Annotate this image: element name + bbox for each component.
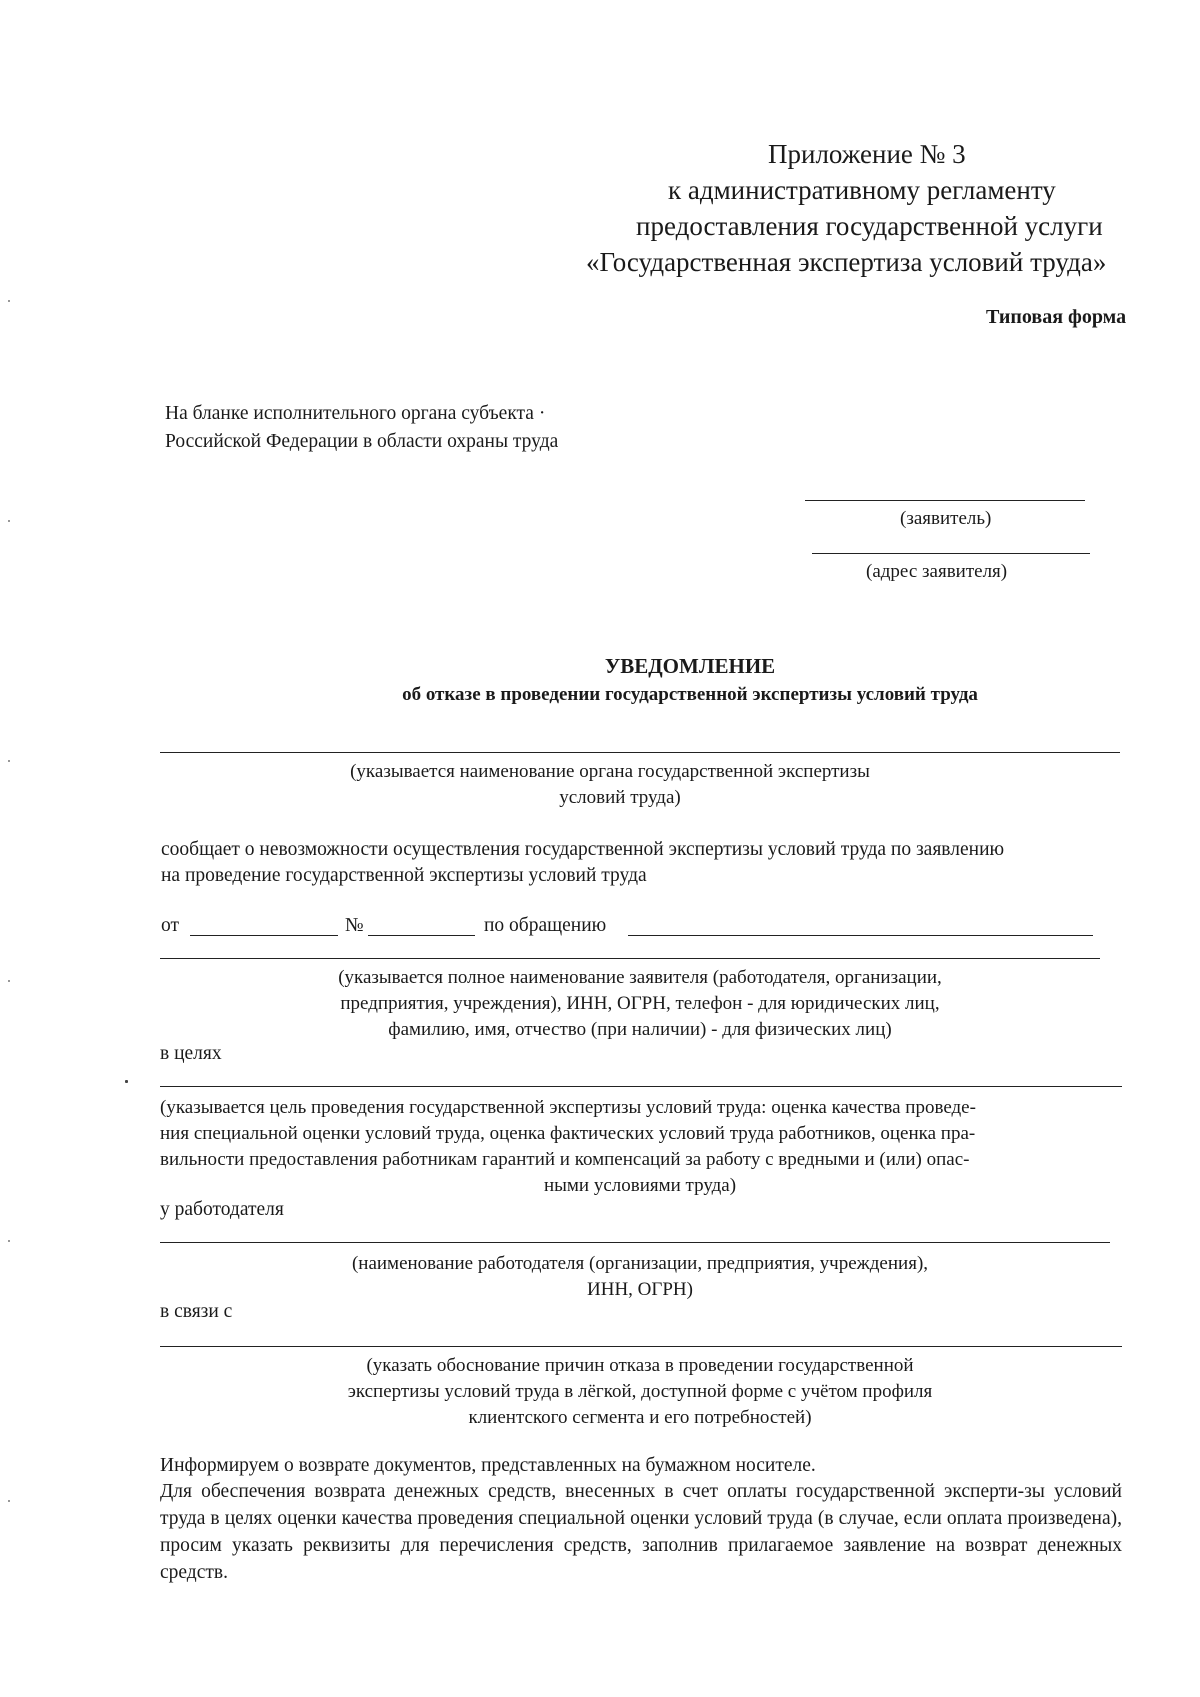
purpose-field-line bbox=[160, 1086, 1122, 1087]
organ-caption-line-1: (указывается наименование органа государственной экспертизы bbox=[350, 761, 870, 782]
reason-desc-line-3: клиентского сегмента и его потребностей) bbox=[468, 1407, 812, 1428]
from-label: от bbox=[161, 915, 180, 936]
appeal-label: по обращению bbox=[484, 915, 607, 936]
employer-desc-line-1: (наименование работодателя (организации, предприятия, учреждения), bbox=[351, 1253, 929, 1274]
number-label: № bbox=[345, 915, 364, 936]
address-field-line bbox=[812, 553, 1090, 554]
appeal-field-line bbox=[628, 935, 1093, 936]
applicant-caption: (заявитель) bbox=[900, 508, 992, 529]
organ-caption-line-2: условий труда) bbox=[559, 787, 681, 808]
appendix-line-regulation: к административному регламенту bbox=[668, 175, 1056, 205]
notice-subtitle: об отказе в проведении государственной экспертизы условий труда bbox=[402, 684, 978, 705]
appendix-line-service-name: «Государственная экспертиза условий труда» bbox=[586, 247, 1107, 277]
purpose-desc-line-3: вильности предоставления работникам гарантий и компенсаций за работу с вредными и (или) опас- bbox=[160, 1149, 970, 1170]
employer-desc-line-2: ИНН, ОГРН) bbox=[587, 1279, 693, 1300]
applicant-field-line bbox=[805, 500, 1085, 501]
closing-line-1: Информируем о возврате документов, представленных на бумажном носителе. bbox=[160, 1455, 816, 1476]
date-field-line bbox=[190, 935, 338, 936]
reason-desc-line-1: (указать обоснование причин отказа в проведении государственной bbox=[366, 1355, 914, 1376]
intro-line-1: сообщает о невозможности осуществления государственной экспертизы условий труда по заявлению bbox=[161, 839, 1005, 860]
organ-field-line bbox=[160, 752, 1120, 753]
number-field-line bbox=[368, 935, 475, 936]
employer-label: у работодателя bbox=[160, 1199, 284, 1220]
reason-field-line bbox=[160, 1346, 1122, 1347]
appendix-line-service: предоставления государственной услуги bbox=[636, 211, 1103, 241]
purpose-desc-line-1: (указывается цель проведения государственной экспертизы условий труда: оценка качества проведе- bbox=[160, 1097, 976, 1118]
closing-paragraph: Для обеспечения возврата денежных средств, внесенных в счет оплаты государственной эксперти-зы условий труда в целях оценки качества проведения специальной оценки условий труда (в случае, если оплата произведена), просим указать реквизиты для перечисления средств, заполнив прилагаемое заявление на возврат денежных средств. bbox=[160, 1481, 1122, 1583]
purpose-desc-line-4: ными условиями труда) bbox=[543, 1175, 737, 1196]
applicant-desc-line-2: предприятия, учреждения), ИНН, ОГРН, телефон - для юридических лиц, bbox=[340, 993, 940, 1014]
address-caption: (адрес заявителя) bbox=[866, 561, 1008, 582]
form-type-label: Типовая форма bbox=[986, 306, 1127, 328]
reason-desc-line-2: экспертизы условий труда в лёгкой, доступной форме с учётом профиля bbox=[347, 1381, 933, 1402]
employer-field-line bbox=[160, 1242, 1110, 1243]
applicant-desc-line-3: фамилию, имя, отчество (при наличии) - для физических лиц) bbox=[388, 1019, 892, 1040]
notice-title: УВЕДОМЛЕНИЕ bbox=[604, 654, 776, 678]
purpose-desc-line-2: ния специальной оценки условий труда, оценка фактических условий труда работников, оценка пра- bbox=[160, 1123, 976, 1144]
applicant-desc-line-1: (указывается полное наименование заявителя (работодателя, организации, bbox=[338, 967, 942, 988]
appendix-number: Приложение № 3 bbox=[768, 139, 966, 169]
letterhead-line-2: Российской Федерации в области охраны труда bbox=[165, 431, 559, 452]
letterhead-line-1: На бланке исполнительного органа субъекта · bbox=[165, 403, 546, 424]
applicant-name-field-line bbox=[160, 958, 1100, 959]
intro-line-2: на проведение государственной экспертизы условий труда bbox=[161, 865, 647, 886]
purpose-label: в целях bbox=[160, 1043, 222, 1064]
reason-label: в связи с bbox=[160, 1301, 233, 1322]
